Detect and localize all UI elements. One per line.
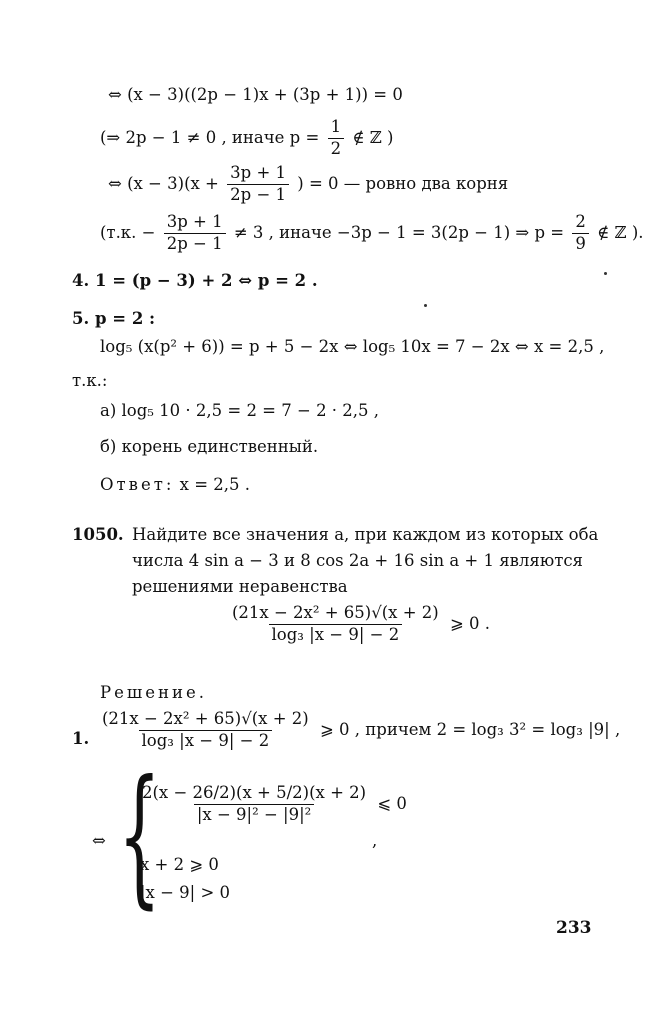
answer bbox=[100, 476, 250, 495]
problem-text-2 bbox=[132, 552, 583, 571]
fraction bbox=[139, 784, 369, 825]
fraction-denominator: 9 bbox=[572, 233, 589, 254]
fraction-numerator: 1 bbox=[330, 117, 342, 136]
solution-label-text: Решение. bbox=[100, 683, 207, 702]
page-number bbox=[556, 918, 592, 938]
equation-text: ) = 0 — ровно два корня bbox=[297, 173, 509, 193]
fraction-denominator: 2p − 1 bbox=[164, 233, 226, 254]
answer-label: Ответ: bbox=[100, 475, 175, 494]
equation-text: x + 2 ⩾ 0 bbox=[140, 855, 219, 874]
fraction-denominator: 2 bbox=[328, 138, 345, 159]
equation-text: ⩾ 0 . bbox=[449, 613, 491, 633]
speck bbox=[424, 304, 427, 307]
comma-text: , bbox=[372, 831, 378, 850]
step-1-equation bbox=[96, 710, 620, 751]
equation-text: ⇔ (x − 3)((2p − 1)x + (3p + 1)) = 0 bbox=[108, 85, 403, 104]
fraction-numerator: 3p + 1 bbox=[166, 212, 223, 231]
system-arrow bbox=[92, 832, 106, 851]
equation-text: ≠ 3 , иначе −3p − 1 = 3(2p − 1) ⇒ p = bbox=[233, 222, 565, 242]
fraction bbox=[99, 710, 312, 751]
item-5-equation bbox=[100, 338, 604, 357]
answer-value: x = 2,5 . bbox=[179, 475, 251, 494]
item-5 bbox=[72, 310, 155, 329]
fraction-numerator: 2 bbox=[575, 212, 586, 231]
fraction bbox=[227, 164, 289, 205]
equation-text: ⩾ 0 , причем 2 = log₃ 3² = log₃ |9| , bbox=[319, 719, 621, 739]
system-condition-2 bbox=[140, 856, 219, 875]
problem-text: Найдите все значения a, при каждом из которых оба bbox=[132, 525, 599, 544]
item-4 bbox=[72, 272, 318, 291]
fraction-numerator: (21x − 2x² + 65)√(x + 2) bbox=[102, 709, 309, 728]
equation-line-2 bbox=[100, 118, 394, 159]
step-1-number bbox=[72, 730, 89, 749]
equation-line-1 bbox=[108, 86, 403, 105]
page-number-text: 233 bbox=[556, 918, 592, 938]
equation-text: |x − 9| > 0 bbox=[140, 883, 231, 902]
fraction bbox=[164, 213, 226, 254]
fraction bbox=[229, 604, 442, 645]
equation-line-3 bbox=[108, 164, 508, 205]
solution-label bbox=[100, 684, 207, 703]
speck bbox=[604, 272, 607, 275]
problem-text: решениями неравенства bbox=[132, 577, 348, 596]
equivalence-arrow: ⇔ bbox=[92, 831, 106, 850]
left-brace-icon: { bbox=[118, 749, 161, 923]
problem-text: числа 4 sin a − 3 и 8 cos 2a + 16 sin a + 1 являются bbox=[132, 551, 583, 570]
system-condition-3 bbox=[140, 884, 230, 903]
equation-text: ⇔ (x − 3)(x + bbox=[108, 173, 219, 193]
equation-text: ⩽ 0 bbox=[377, 793, 407, 813]
fraction bbox=[572, 213, 589, 254]
fraction-denominator: |x − 9|² − |9|² bbox=[194, 804, 314, 825]
equation-text: log₅ (x(p² + 6)) = p + 5 − 2x ⇔ log₅ 10x = 7 − 2x ⇔ x = 2,5 , bbox=[100, 337, 605, 356]
fraction-numerator: 2(x − 26/2)(x + 5/2)(x + 2) bbox=[142, 783, 367, 802]
problem-number-text: 1050. bbox=[72, 525, 124, 544]
equation-text: ∉ ℤ ) bbox=[352, 127, 394, 147]
equation-text: б) корень единственный. bbox=[100, 437, 319, 456]
tk-label bbox=[72, 372, 108, 391]
case-a bbox=[100, 402, 379, 421]
fraction-denominator: log₃ |x − 9| − 2 bbox=[139, 730, 273, 751]
equation-text: 5. p = 2 : bbox=[72, 309, 156, 328]
fraction-denominator: log₃ |x − 9| − 2 bbox=[269, 624, 403, 645]
fraction-denominator: 2p − 1 bbox=[227, 184, 289, 205]
system-comma bbox=[372, 832, 377, 851]
fraction bbox=[328, 118, 345, 159]
problem-inequality bbox=[226, 604, 490, 645]
equation-text: ∉ ℤ ). bbox=[597, 222, 644, 242]
case-b bbox=[100, 438, 318, 457]
system-condition-1 bbox=[136, 784, 407, 825]
equation-text: (т.к. − bbox=[100, 222, 156, 242]
fraction-numerator: (21x − 2x² + 65)√(x + 2) bbox=[232, 603, 439, 622]
equation-text: (⇒ 2p − 1 ≠ 0 , иначе p = bbox=[100, 127, 320, 147]
fraction-numerator: 3p + 1 bbox=[230, 163, 287, 182]
problem-number bbox=[72, 526, 124, 545]
step-number: 1. bbox=[72, 729, 90, 748]
equation-text: а) log₅ 10 · 2,5 = 2 = 7 − 2 · 2,5 , bbox=[100, 401, 380, 420]
problem-text-1 bbox=[132, 526, 598, 545]
label-text: т.к.: bbox=[72, 371, 108, 390]
equation-text: 4. 1 = (p − 3) + 2 ⇔ p = 2 . bbox=[72, 271, 318, 290]
equation-line-4 bbox=[100, 213, 644, 254]
problem-text-3 bbox=[132, 578, 348, 597]
